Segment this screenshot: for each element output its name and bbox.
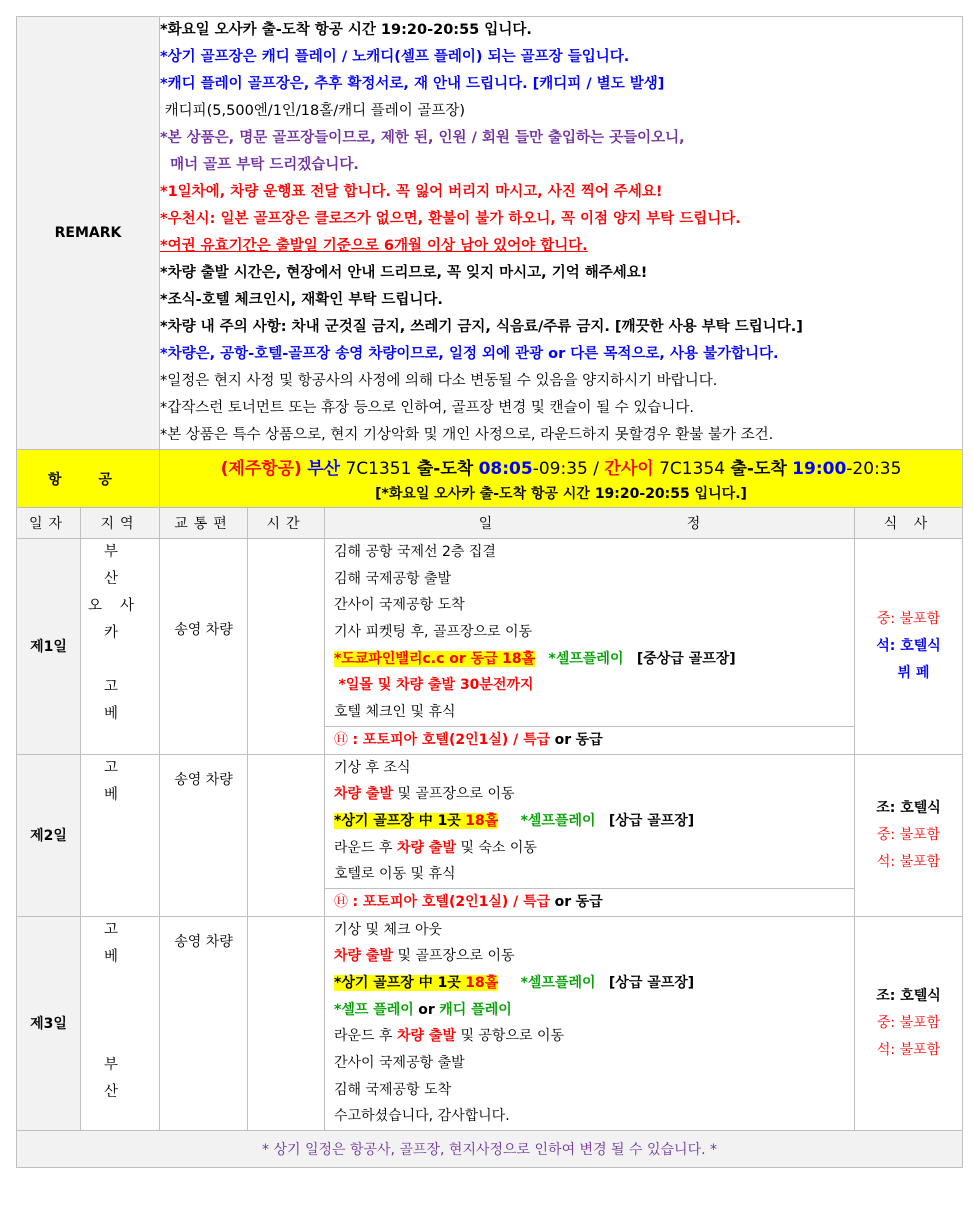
round-after: 라운드 후 (334, 1028, 393, 1045)
day2-regions (81, 754, 160, 916)
remark-line: *본 상품은, 명문 골프장들이므로, 제한 된, 인원 / 회원 들만 출입하는 곳들이오니, (160, 130, 685, 146)
day2-label: 제2일 (17, 754, 81, 916)
footer-note: * 상기 일정은 항공사, 골프장, 현지사정으로 인하여 변경 될 수 있습니다. * (17, 1131, 963, 1168)
flight-row (17, 450, 963, 508)
golf-holes: 18홀 (465, 975, 499, 991)
ret-flight: 7C1354 (659, 459, 726, 479)
day3-transport: 송영 차량 (160, 916, 248, 1131)
remark-line: *차량 출발 시간은, 현장에서 안내 드리므로, 꼭 잊지 마시고, 기억 해주세요! (160, 265, 648, 281)
day1-time (248, 539, 325, 755)
schedule-line: 간사이 국제공항 도착 (334, 597, 465, 614)
remark-line: *조식-호텔 체크인시, 재확인 부탁 드립니다. (160, 292, 443, 308)
airline: (제주항공) (220, 459, 302, 479)
to-golf: 및 골프장으로 이동 (397, 948, 515, 965)
day2-row (17, 754, 963, 916)
schedule-line: 수고하셨습니다, 감사합니다. (334, 1108, 510, 1125)
schedule-line (325, 835, 854, 862)
remark-line: *차량 내 주의 사항: 차내 군것질 금지, 쓰레기 금지, 식음료/주류 금지. [깨끗한 사용 부탁 드립니다.] (160, 319, 803, 335)
region-text: 고 베 (103, 921, 136, 965)
hotel-line (325, 888, 854, 916)
golf-grade: [상급 골프장] (608, 975, 695, 991)
golf-name: *상기 골프장 中 1곳 (334, 975, 461, 991)
meal-lunch: 중: 불포함 (876, 1014, 941, 1031)
car-depart: 차량 출발 (334, 948, 393, 965)
remark-line: *차량은, 공항-호텔-골프장 송영 차량이므로, 일정 외에 관광 or 다른 목적으로, 사용 불가합니다. (160, 346, 779, 362)
header-schedule: 일 정 (325, 508, 855, 539)
day2-transport: 송영 차량 (160, 754, 248, 916)
remark-content (160, 17, 963, 450)
remark-row (17, 17, 963, 450)
dep-city: 부산 (307, 459, 341, 479)
day3-label: 제3일 (17, 916, 81, 1131)
caddy-play: 캐디 플레이 (439, 1001, 512, 1018)
car-depart: 차량 출발 (397, 1028, 456, 1045)
hotel-name: : 포토피아 호텔(2인1실) / 특급 (352, 893, 551, 910)
itinerary-table (16, 16, 963, 1168)
remark-line: 캐디피(5,500엔/1인/18홀/캐디 플레이 골프장) (160, 103, 466, 119)
remark-line: *여권 유효기간은 출발일 기준으로 6개월 이상 남아 있어야 합니다. (160, 238, 588, 254)
schedule-line: 기상 및 체크 아웃 (334, 921, 443, 938)
golf-holes: 18홀 (502, 650, 536, 667)
golf-holes: 18홀 (465, 812, 499, 829)
day2-schedule (325, 754, 855, 916)
golf-line (325, 970, 854, 997)
header-meal: 식 사 (855, 508, 963, 539)
meal-dinner: 석: 불포함 (876, 1041, 941, 1058)
hotel-icon: Ⓗ (334, 731, 348, 748)
day1-schedule (325, 539, 855, 755)
hotel-eq: 동급 (575, 731, 603, 748)
golf-line (325, 646, 854, 673)
region-text: 고 베 (103, 679, 136, 722)
to-golf: 및 골프장으로 이동 (397, 786, 515, 803)
golf-line (325, 808, 854, 835)
remark-label: REMARK (17, 17, 160, 450)
flight-info (160, 450, 963, 508)
day1-row (17, 539, 963, 755)
region-text: 오사카 (87, 598, 152, 641)
flight-slash: / (593, 459, 599, 479)
remark-line: *본 상품은 특수 상품으로, 현지 기상악화 및 개인 사정으로, 라운드하지 못할경우 환불 불가 조건. (160, 427, 774, 443)
remark-line: *일정은 현지 사정 및 항공사의 사정에 의해 다소 변동될 수 있음을 양지하시기 바랍니다. (160, 373, 718, 389)
depart-note-line (325, 672, 854, 699)
day1-label: 제1일 (17, 539, 81, 755)
day3-meal (855, 916, 963, 1131)
depart-note: *일몰 및 차량 출발 30분전까지 (338, 677, 534, 694)
play-or: or (418, 1001, 435, 1018)
day3-regions (81, 916, 160, 1131)
day1-transport: 송영 차량 (160, 539, 248, 755)
remark-line: *우천시: 일본 골프장은 클로즈가 없으면, 환불이 불가 하오니, 꼭 이점 양지 부탁 드립니다. (160, 211, 741, 227)
day1-regions (81, 539, 160, 755)
region-text: 부 산 (103, 544, 136, 587)
schedule-line: 김해 공항 국제선 2층 집결 (334, 544, 496, 560)
golf-grade: [상급 골프장] (608, 812, 695, 829)
meal-dinner: 석: 호텔식 (876, 637, 941, 654)
remark-line: *캐디 플레이 골프장은, 추후 확정서로, 재 안내 드립니다. [캐디피 / 별도 발생] (160, 76, 665, 92)
flight-label: 항 공 (17, 450, 160, 508)
meal-breakfast: 조: 호텔식 (876, 799, 941, 816)
play-type-line (325, 997, 854, 1024)
region-text: 부 산 (103, 1056, 136, 1100)
golf-grade: [중상급 골프장] (636, 650, 736, 667)
header-row (17, 508, 963, 539)
dep-time-start: 08:05 (478, 459, 533, 479)
hotel-line (325, 726, 854, 754)
schedule-line: 김해 국제공항 도착 (334, 1081, 452, 1098)
meal-lunch: 중: 불포함 (876, 610, 941, 627)
header-region: 지역 (81, 508, 160, 539)
schedule-line: 김해 국제공항 출발 (334, 570, 452, 587)
hotel-icon: Ⓗ (334, 893, 348, 910)
footer-row (17, 1131, 963, 1168)
golf-play: *셀프플레이 (520, 812, 596, 829)
round-after: 라운드 후 (334, 839, 393, 856)
schedule-line: 호텔 체크인 및 휴식 (334, 704, 456, 721)
schedule-line (325, 943, 854, 970)
schedule-line: 기상 후 조식 (334, 759, 411, 776)
hotel-or: or (554, 731, 572, 748)
dep-type: 출-도착 (416, 459, 474, 479)
schedule-line: 기사 피켓팅 후, 골프장으로 이동 (334, 624, 533, 641)
flight-note: [*화요일 오사카 출-도착 항공 시간 19:20-20:55 입니다.] (375, 486, 747, 502)
header-day: 일자 (17, 508, 81, 539)
day2-time (248, 754, 325, 916)
remark-line: *상기 골프장은 캐디 플레이 / 노캐디(셀프 플레이) 되는 골프장 들입니다. (160, 49, 630, 65)
to-hotel: 및 숙소 이동 (460, 839, 537, 856)
ret-time-end: -20:35 (846, 459, 902, 479)
flight-main-line (160, 450, 962, 479)
region-text: 고 베 (103, 759, 136, 803)
remark-line: *화요일 오사카 출-도착 항공 시간 19:20-20:55 입니다. (160, 22, 532, 38)
golf-play: *셀프플레이 (520, 975, 596, 991)
day1-meal (855, 539, 963, 755)
remark-line: 매너 골프 부탁 드리겠습니다. (160, 157, 359, 173)
meal-breakfast: 조: 호텔식 (876, 987, 941, 1004)
hotel-name: : 포토피아 호텔(2인1실) / 특급 (352, 731, 551, 748)
schedule-line: 간사이 국제공항 출발 (334, 1055, 465, 1072)
day3-time (248, 916, 325, 1131)
header-transport: 교통편 (160, 508, 248, 539)
day2-meal (855, 754, 963, 916)
meal-lunch: 중: 불포함 (876, 826, 941, 843)
schedule-line (325, 781, 854, 808)
to-airport: 및 공항으로 이동 (460, 1028, 565, 1045)
meal-dinner: 석: 불포함 (876, 853, 941, 870)
self-play: *셀프 플레이 (334, 1001, 414, 1018)
golf-play: *셀프플레이 (548, 650, 624, 667)
header-time: 시간 (248, 508, 325, 539)
ret-type: 출-도착 (730, 459, 787, 479)
dep-time-end: -09:35 (532, 459, 588, 479)
remark-line: *갑작스런 토너먼트 또는 휴장 등으로 인하여, 골프장 변경 및 캔슬이 될 수 있습니다. (160, 400, 695, 416)
ret-time-start: 19:00 (792, 459, 847, 479)
golf-name: *도쿄파인밸리c.c or 동급 (334, 650, 498, 667)
golf-name: *상기 골프장 中 1곳 (334, 812, 461, 829)
hotel-or: or (554, 893, 572, 910)
day3-schedule (325, 916, 855, 1131)
meal-dinner-buffet: 뷔 페 (897, 664, 930, 681)
car-depart: 차량 출발 (334, 786, 393, 803)
day3-row (17, 916, 963, 1131)
ret-city: 간사이 (604, 459, 654, 479)
schedule-line: 호텔로 이동 및 휴식 (334, 866, 456, 883)
car-depart: 차량 출발 (397, 839, 456, 856)
remark-line: *1일차에, 차량 운행표 전달 합니다. 꼭 잃어 버리지 마시고, 사진 찍어 주세요! (160, 184, 663, 200)
dep-flight: 7C1351 (345, 459, 412, 479)
schedule-line (325, 1023, 854, 1050)
hotel-eq: 동급 (575, 893, 603, 910)
